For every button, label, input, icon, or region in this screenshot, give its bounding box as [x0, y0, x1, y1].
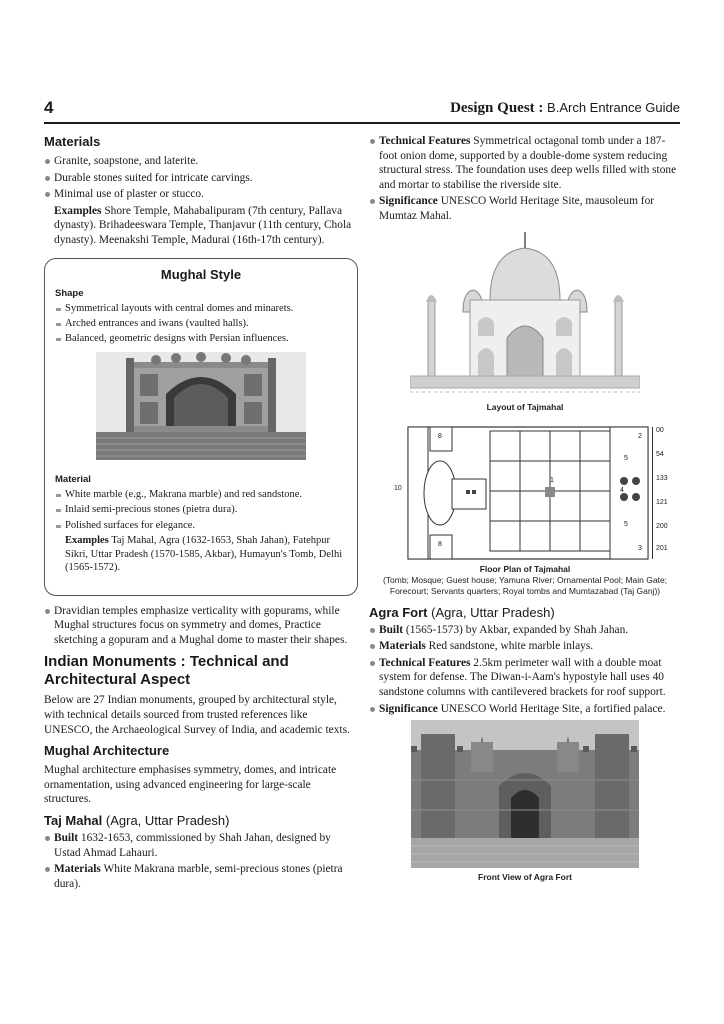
list-item: Arched entrances and iwans (vaulted halls).: [55, 317, 347, 331]
page-header: [44, 98, 680, 120]
agra-fort-heading: [369, 605, 681, 620]
fact-label: Built: [379, 623, 404, 636]
plan-scale-bar: [652, 427, 666, 559]
scale-label: 201: [656, 544, 668, 552]
floor-plan-wrapper: [380, 419, 670, 561]
agra-name: Agra Fort: [369, 604, 428, 620]
agra-fort-image: [411, 720, 639, 868]
plan-number: 8: [438, 540, 442, 548]
mughal-architecture-heading: Mughal Architecture: [44, 743, 170, 759]
plan-number: 4: [620, 486, 624, 494]
taj-mahal-heading: [44, 813, 358, 828]
indian-monuments-heading: Indian Monuments : Technical and Architectural Aspect: [44, 653, 289, 689]
taj-more-facts: [369, 134, 681, 224]
scale-label: 121: [656, 498, 668, 506]
taj-location: (Agra, Uttar Pradesh): [102, 812, 230, 828]
book-subtitle: B.Arch Entrance Guide: [547, 100, 680, 115]
plan-number: 10: [394, 484, 402, 492]
dravidian-note-list: [44, 604, 358, 648]
list-item: Balanced, geometric designs with Persian influences.: [55, 332, 347, 346]
agra-fort-caption: [369, 872, 681, 883]
plan-number: 1: [550, 476, 554, 484]
material-list: [55, 488, 347, 533]
fact-text: 1632-1653, commissioned by Shah Jahan, designed by Ustad Ahmad Lahauri.: [54, 831, 331, 859]
plan-number: 3: [638, 544, 642, 552]
fact-text: UNESCO World Heritage Site, mausoleum for Mumtaz Mahal.: [379, 195, 655, 222]
caption-text: (Tomb; Mosque; Guest house; Yamuna River; Ornamental Pool; Main Gate; Forecourt; Servants quarters; Royal tombs and Mumtazabad (Taj Ganj)): [382, 574, 668, 596]
scale-label: 200: [656, 522, 668, 530]
taj-facts-list: [44, 831, 358, 891]
right-column: [369, 134, 681, 883]
fact-text: 2.5km perimeter wall with a double moat system for defense. The Diwan-i-Aam's hypostyle hall uses 40 sandstone columns with cantilevered brackets for roof support.: [379, 656, 666, 698]
running-head: [450, 100, 680, 117]
list-item: [369, 194, 681, 223]
caption-title: Floor Plan of Tajmahal: [479, 563, 571, 574]
fact-label: Significance: [379, 702, 438, 715]
fact-label: Built: [54, 831, 79, 844]
materials-heading: Materials: [44, 134, 101, 149]
taj-mahal-floor-plan: [380, 419, 650, 561]
list-item: [369, 623, 681, 638]
box-examples: [55, 534, 347, 575]
fact-label: Materials: [54, 863, 101, 876]
examples-label: Examples: [54, 204, 102, 217]
fact-label: Significance: [379, 195, 438, 208]
mughal-style-box: [44, 258, 358, 596]
plan-number: 2: [638, 432, 642, 440]
list-item: Granite, soapstone, and laterite.: [44, 154, 358, 169]
indian-monuments-intro: Below are 27 Indian monuments, grouped by architectural style, with technical details sourced from trusted references like UNESCO, the Archaeological Survey of India, and academic texts.: [44, 694, 350, 736]
dravidian-note: Dravidian temples emphasize verticality with gopurams, while Mughal structures focus on symmetry and domes, Practice sketching a gopuram and a Mughal dome to master their shapes.: [44, 604, 358, 648]
list-item: Durable stones suited for intricate carvings.: [44, 171, 358, 186]
list-item: [44, 862, 358, 891]
layout-caption: [369, 402, 681, 413]
plan-number: 8: [438, 432, 442, 440]
list-item: Minimal use of plaster or stucco.: [44, 187, 358, 202]
list-item: [44, 831, 358, 860]
agra-facts-list: [369, 623, 681, 717]
fact-label: Technical Features: [379, 656, 471, 669]
list-item: Symmetrical layouts with central domes and minarets.: [55, 302, 347, 316]
list-item: White marble (e.g., Makrana marble) and red sandstone.: [55, 488, 347, 502]
fact-label: Technical Features: [379, 135, 471, 147]
plan-number: 5: [624, 520, 628, 528]
page-number: 4: [44, 98, 54, 117]
examples-text: Taj Mahal, Agra (1632-1653, Shah Jahan), Fatehpur Sikri, Uttar Pradesh (1570-1585, Akbar), Humayun's Tomb, Delhi (1565-1572).: [65, 534, 343, 574]
list-item: Inlaid semi-precious stones (pietra dura).: [55, 503, 347, 517]
buland-darwaza-image: [96, 352, 306, 460]
fact-text: Symmetrical octagonal tomb under a 187-foot onion dome, supported by a double-dome system reducing structural stress. The foundation uses deep wells filled with stone and mortar to stabilise the riverside site.: [379, 135, 677, 191]
scale-label: 54: [656, 450, 664, 458]
scale-label: 133: [656, 474, 668, 482]
fact-text: Red sandstone, white marble inlays.: [425, 640, 594, 653]
list-item: [369, 134, 681, 192]
taj-name: Taj Mahal: [44, 812, 103, 828]
materials-examples: [44, 204, 358, 248]
book-title: Design Quest :: [450, 100, 544, 116]
examples-label: Examples: [65, 534, 109, 546]
mughal-architecture-intro: Mughal architecture emphasises symmetry, domes, and intricate ornamentation, using advanced engineering for large-scale structures.: [44, 764, 337, 806]
materials-list: [44, 154, 358, 202]
examples-text: Shore Temple, Mahabalipuram (7th century, Pallava dynasty). Brihadeeswara Temple, Thanjavur (11th century, Chola dynasty). Meenakshi Temple, Madurai (16th-17th century).: [54, 204, 352, 246]
material-label: Material: [55, 474, 91, 486]
scale-label: 00: [656, 426, 664, 434]
plan-number: 5: [624, 454, 628, 462]
left-column: [44, 134, 358, 893]
list-item: [369, 656, 681, 700]
header-rule: [44, 122, 680, 124]
fact-label: Materials: [379, 640, 426, 653]
fact-text: (1565-1573) by Akbar, expanded by Shah Jahan.: [403, 623, 629, 636]
list-item: [369, 639, 681, 654]
taj-mahal-elevation-image: [410, 230, 640, 400]
shape-list: [55, 302, 347, 347]
agra-location: (Agra, Uttar Pradesh): [427, 604, 555, 620]
fact-text: UNESCO World Heritage Site, a fortified palace.: [437, 702, 666, 715]
list-item: Polished surfaces for elegance.: [55, 519, 347, 533]
list-item: [369, 702, 681, 717]
floor-plan-caption: [369, 564, 681, 597]
fact-text: White Makrana marble, semi-precious stones (pietra dura).: [54, 863, 343, 890]
box-title: Mughal Style: [160, 266, 242, 282]
shape-label: Shape: [55, 287, 84, 299]
caption-text: Layout of Tajmahal: [486, 401, 564, 412]
caption-text: Front View of Agra Fort: [478, 872, 572, 883]
